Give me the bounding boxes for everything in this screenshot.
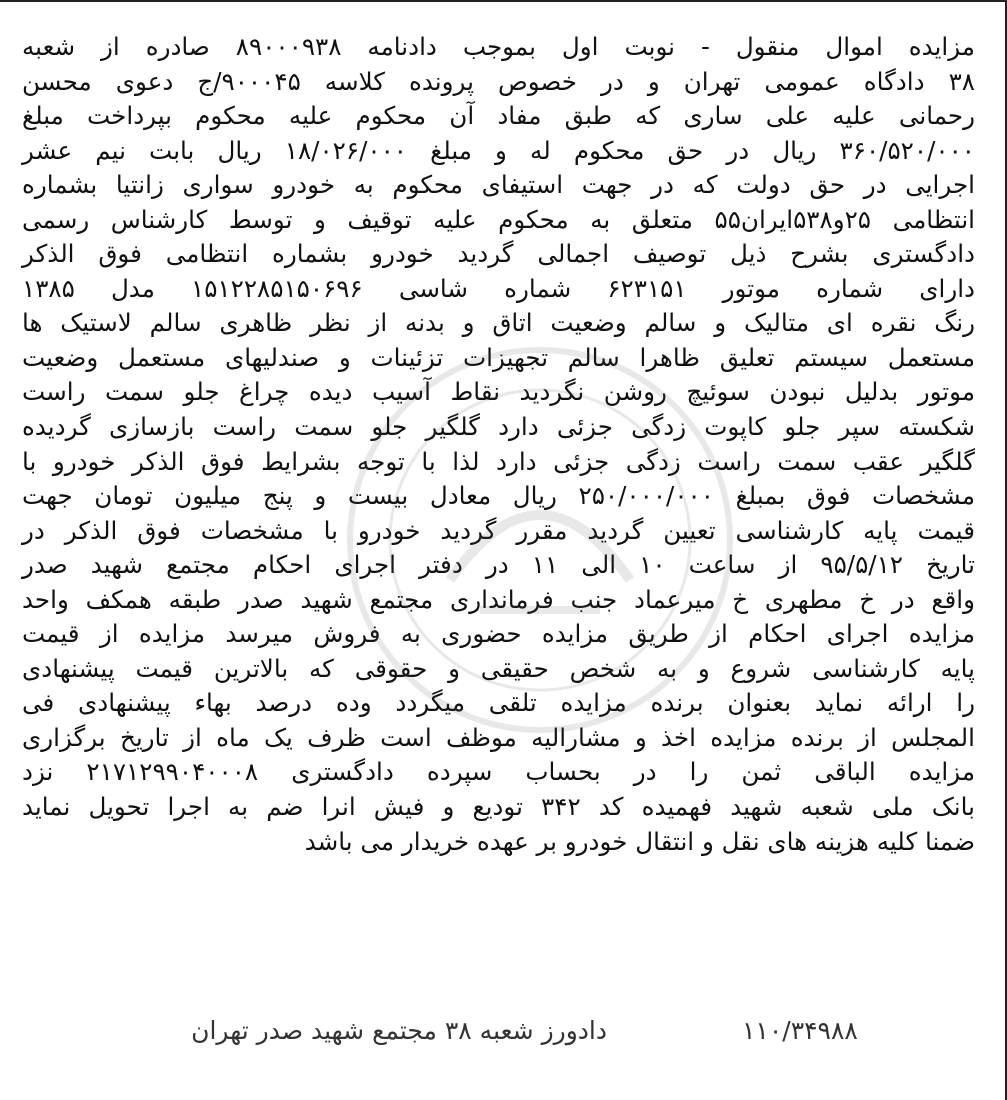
- notice-line: مزایده اجرای احکام از طریق مزایده حضوری به فروش میرسد مزایده از قیمت: [22, 619, 975, 649]
- notice-footer: [0, 1008, 1007, 1058]
- notice-line: موتور بدلیل نبودن سوئیچ روشن نگردید نقاط آسیب دیده چراغ جلو سمت راست: [22, 377, 975, 407]
- notice-line: دادگستری بشرح ذیل توصیف اجمالی گردید خودرو بشماره انتظامی فوق الذکر: [22, 239, 975, 269]
- notice-line: مزایده اموال منقول - نوبت اول بموجب دادنامه ۸۹۰۰۰۹۳۸ صادره از شعبه: [22, 32, 975, 61]
- notice-line: تاریخ ۹۵/۵/۱۲ از ساعت ۱۰ الی ۱۱ در دفتر اجرای احکام مجتمع شهید صدر: [22, 550, 975, 580]
- notice-line: مشخصات فوق بمبلغ ۲۵۰/۰۰۰/۰۰۰ ریال معادل بیست و پنج میلیون تومان جهت: [22, 481, 975, 511]
- notice-line: واقع در خ مطهری خ میرعماد جنب فرمانداری مجتمع شهید صدر طبقه همکف واحد: [22, 584, 975, 614]
- notice-line: مستعمل سیستم تعلیق ظاهرا سالم تجهیزات تزئینات و صندلیهای مستعمل وضعیت: [22, 342, 975, 372]
- notice-line: اجرایی در حق دولت که در جهت استیفای محکوم به خودرو سواری زانتیا بشماره: [22, 170, 975, 200]
- notice-line: رحمانی علیه علی ساری که طبق مفاد آن محکوم علیه محکوم بپرداخت مبلغ: [22, 101, 975, 131]
- notice-line: المجلس از برنده مزایده اخذ و مشارالیه موظف است ظرف یک ماه از تاریخ برگزاری: [22, 722, 975, 752]
- reference-number: ۱۱۰/۳۴۹۸۸: [742, 1016, 858, 1045]
- notice-line: رنگ نقره ای متالیک و سالم وضعیت اتاق و بدنه از نظر ظاهری سالم لاستیک ها: [22, 308, 975, 338]
- notice-line: ۳۶۰/۵۲۰/۰۰۰ ریال در حق محکوم له و مبلغ ۱۸/۰۲۶/۰۰۰ ریال بابت نیم عشر: [22, 135, 975, 165]
- notice-line: پایه کارشناسی شروع و به شخص حقیقی و حقوقی که بالاترین قیمت پیشنهادی: [22, 653, 975, 683]
- notice-line: گلگیر عقب سمت راست زدگی جزئی دارد لذا با توجه بشرایط فوق الذکر خودرو با: [22, 446, 975, 476]
- notice-line: بانک ملی شعبه شهید فهمیده کد ۳۴۲ تودیع و فیش انرا ضم به اجرا تحویل نماید: [22, 792, 975, 822]
- notice-line: را ارائه نماید بعنوان برنده مزایده تلقی میگردد وده درصد بهاء پیشنهادی فی: [22, 688, 975, 718]
- notice-line: مزایده الباقی ثمن را در بحساب سپرده دادگستری ۲۱۷۱۲۹۹۰۴۰۰۰۸ نزد: [22, 757, 975, 787]
- notice-line: شکسته سپر جلو کاپوت زدگی جزئی دارد گلگیر جلو سمت راست بازسازی گردیده: [22, 412, 975, 442]
- notice-line: قیمت پایه کارشناسی تعیین گردید مقرر گردید خودرو با مشخصات فوق الذکر در: [22, 515, 975, 545]
- notice-line: دارای شماره موتور ۶۲۳۱۵۱ شماره شاسی ۱۵۱۲۲۸۵۱۵۰۶۹۶ مدل ۱۳۸۵: [22, 273, 975, 303]
- notice-line: ۳۸ دادگاه عمومی تهران و در خصوص پرونده کلاسه ۹۰۰۰۴۵/ج دعوی محسن: [22, 66, 975, 96]
- notice-line: انتظامی ۲۵و۵۳۸ایران۵۵ متعلق به محکوم علیه توقیف و توسط کارشناس رسمی: [22, 204, 976, 234]
- notice-line: ضمنا کلیه هزینه های نقل و انتقال خودرو بر عهده خریدار می باشد: [304, 826, 975, 856]
- signature-line: دادورز شعبه ۳۸ مجتمع شهید صدر تهران: [191, 1016, 607, 1045]
